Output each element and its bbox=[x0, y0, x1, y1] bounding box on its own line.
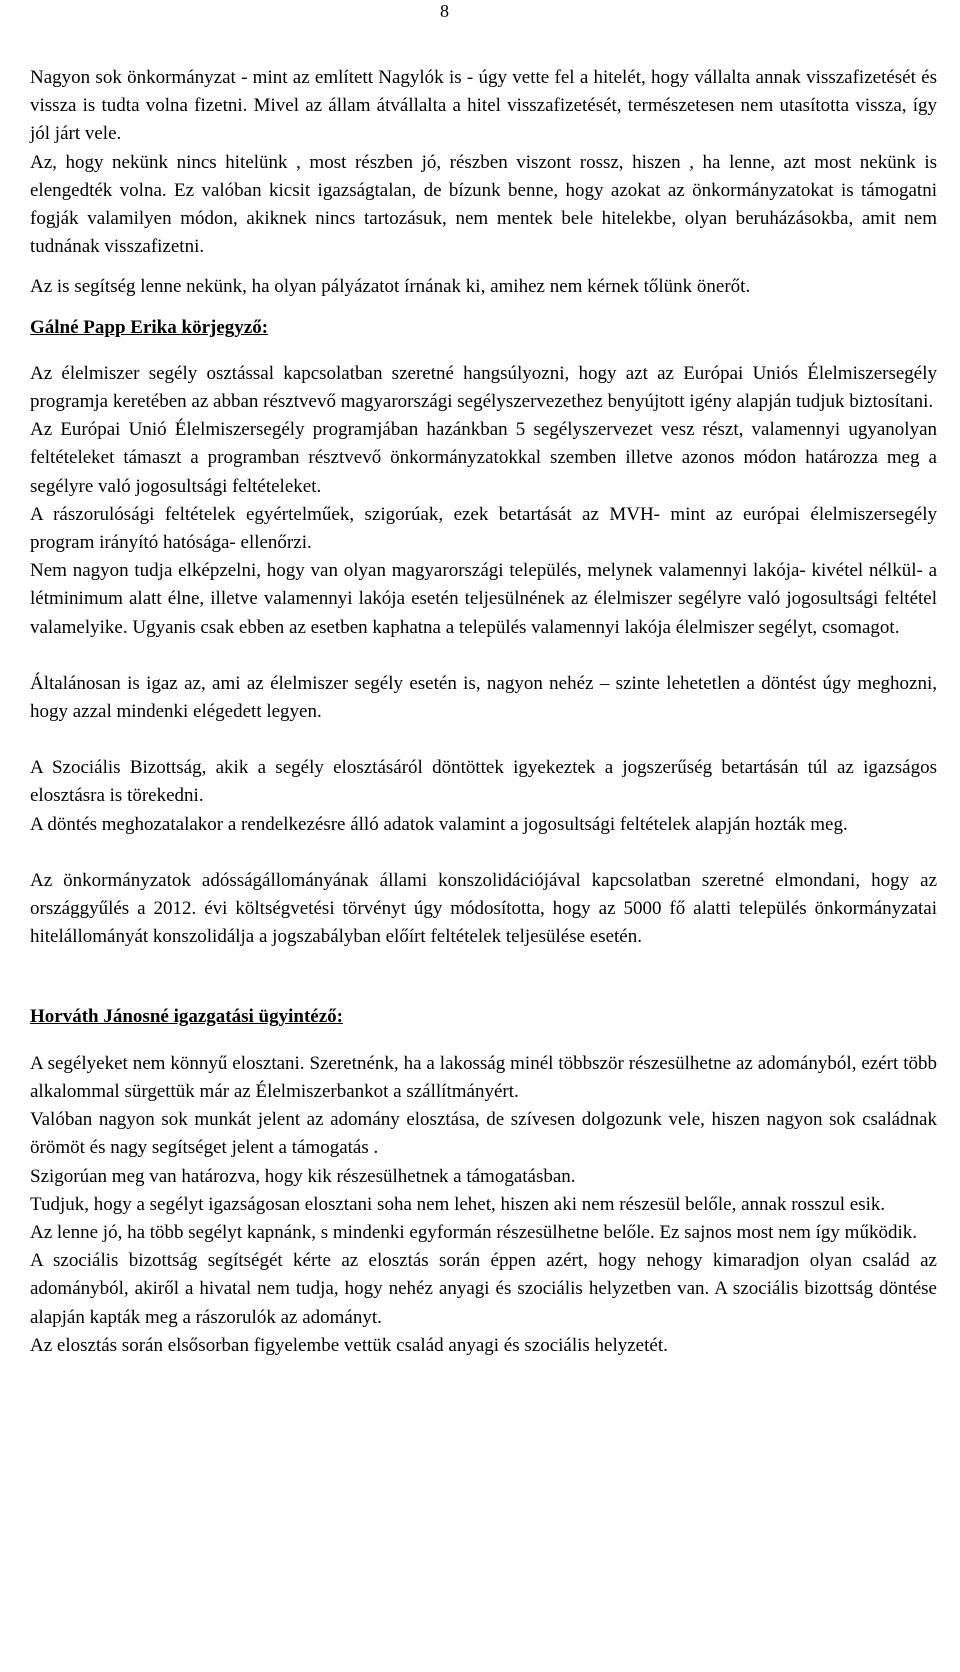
paragraph: Az Európai Unió Élelmiszersegély programjában hazánkban 5 segélyszervezet vesz részt, valamennyi ugyanolyan feltételeket támaszt a programban résztvevő önkormányzatokkal szemben illetve azonos módon határozza meg a segélyre való jogosultsági feltételeket. bbox=[30, 419, 937, 497]
paragraph: Az elosztás során elsősorban figyelembe vettük család anyagi és szociális helyzetét. bbox=[30, 1334, 668, 1356]
paragraph: Az is segítség lenne nekünk, ha olyan pályázatot írnának ki, amihez nem kérnek tőlünk önerőt. bbox=[30, 276, 751, 298]
paragraph: Szigorúan meg van határozva, hogy kik részesülhetnek a támogatásban. bbox=[30, 1165, 576, 1187]
speaker-heading: Gálné Papp Erika körjegyző: bbox=[30, 316, 269, 338]
paragraph: Az önkormányzatok adósságállományának állami konszolidációjával kapcsolatban szeretné elmondani, hogy az országgyűlés a 2012. évi költségvetési törvényt úgy módosította, hogy az 5000 fő alatti település önkormányzatai hitelállományát konszolidálja a jogszabályban előírt feltételek teljesülése esetén. bbox=[30, 869, 937, 948]
paragraph: Az élelmiszer segély osztással kapcsolatban szeretné hangsúlyozni, hogy azt az Európai Uniós Élelmiszersegély programja keretében az abban résztvevő magyarországi segélyszervezethez benyújtott igény alapján tudjuk biztosítani. bbox=[30, 362, 937, 413]
paragraph: A Szociális Bizottság, akik a segély elosztásáról döntöttek igyekeztek a jogszerűség betartásán túl az igazságos elosztásra is törekedni. bbox=[30, 757, 937, 807]
paragraph: Valóban nagyon sok munkát jelent az adomány elosztása, de szívesen dolgozunk vele, hiszen nagyon sok családnak örömöt és nagy segítséget jelent a támogatás . bbox=[30, 1109, 937, 1159]
paragraph: A segélyeket nem könnyű elosztani. Szeretnénk, ha a lakosság minél többször részesülhetne az adományból, ezért több alkalommal sürgettük már az Élelmiszerbankot a szállítmányért. bbox=[30, 1052, 937, 1102]
paragraph: Általánosan is igaz az, ami az élelmiszer segély esetén is, nagyon nehéz – szinte lehetetlen a döntést úgy meghozni, hogy azzal mindenki elégedett legyen. bbox=[30, 672, 937, 723]
page-number: 8 bbox=[440, 1, 449, 21]
paragraph: A szociális bizottság segítségét kérte az elosztás során éppen azért, hogy nehogy kimaradjon olyan család az adományból, akiről a hivatal nem tudja, hogy nehéz anyagi és szociális helyzetben van. A szociális bizottság döntése alapján kapták meg a rászorulók az adományt. bbox=[30, 1250, 937, 1328]
paragraph: A döntés meghozatalakor a rendelkezésre álló adatok valamint a jogosultsági feltételek alapján hozták meg. bbox=[30, 813, 848, 835]
paragraph: Az lenne jó, ha több segélyt kapnánk, s mindenki egyformán részesülhetne belőle. Ez sajnos most nem így működik. bbox=[30, 1221, 917, 1243]
paragraph: A rászorulósági feltételek egyértelműek, szigorúak, ezek betartását az MVH- mint az európai élelmiszersegély program irányító hatósága- ellenőrzi. bbox=[30, 503, 937, 554]
document-body bbox=[30, 64, 937, 1360]
paragraph: Az, hogy nekünk nincs hitelünk , most részben jó, részben viszont rossz, hiszen , ha lenne, azt most nekünk is elengedték volna. Ez valóban kicsit igazságtalan, de bízunk benne, hogy azokat az önkormányzatokat is támogatni fogják valamilyen módon, akiknek nincs tartozásuk, nem mentek bele hitelekbe, olyan beruházásokba, amit nem tudnának visszafizetni. bbox=[30, 151, 937, 258]
speaker-heading: Horváth Jánosné igazgatási ügyintéző: bbox=[30, 1006, 343, 1028]
paragraph: Nagyon sok önkormányzat - mint az említett Nagylók is - úgy vette fel a hitelét, hogy vállalta annak visszafizetését és vissza is tudta volna fizetni. Mivel az állam átvállalta a hitel visszafizetését, természetesen nem utasította vissza, így jól járt vele. bbox=[30, 67, 937, 145]
paragraph: Nem nagyon tudja elképzelni, hogy van olyan magyarországi település, melynek valamennyi lakója- kivétel nélkül- a létminimum alatt élne, illetve valamennyi lakója esetén teljesülnének az élelmiszer segélyre való jogosultsági feltétel valamelyike. Ugyanis csak ebben az esetben kaphatna a település valamennyi lakója élelmiszer segélyt, csomagot. bbox=[30, 560, 937, 638]
paragraph: Tudjuk, hogy a segélyt igazságosan elosztani soha nem lehet, hiszen aki nem részesül belőle, annak rosszul esik. bbox=[30, 1193, 886, 1215]
